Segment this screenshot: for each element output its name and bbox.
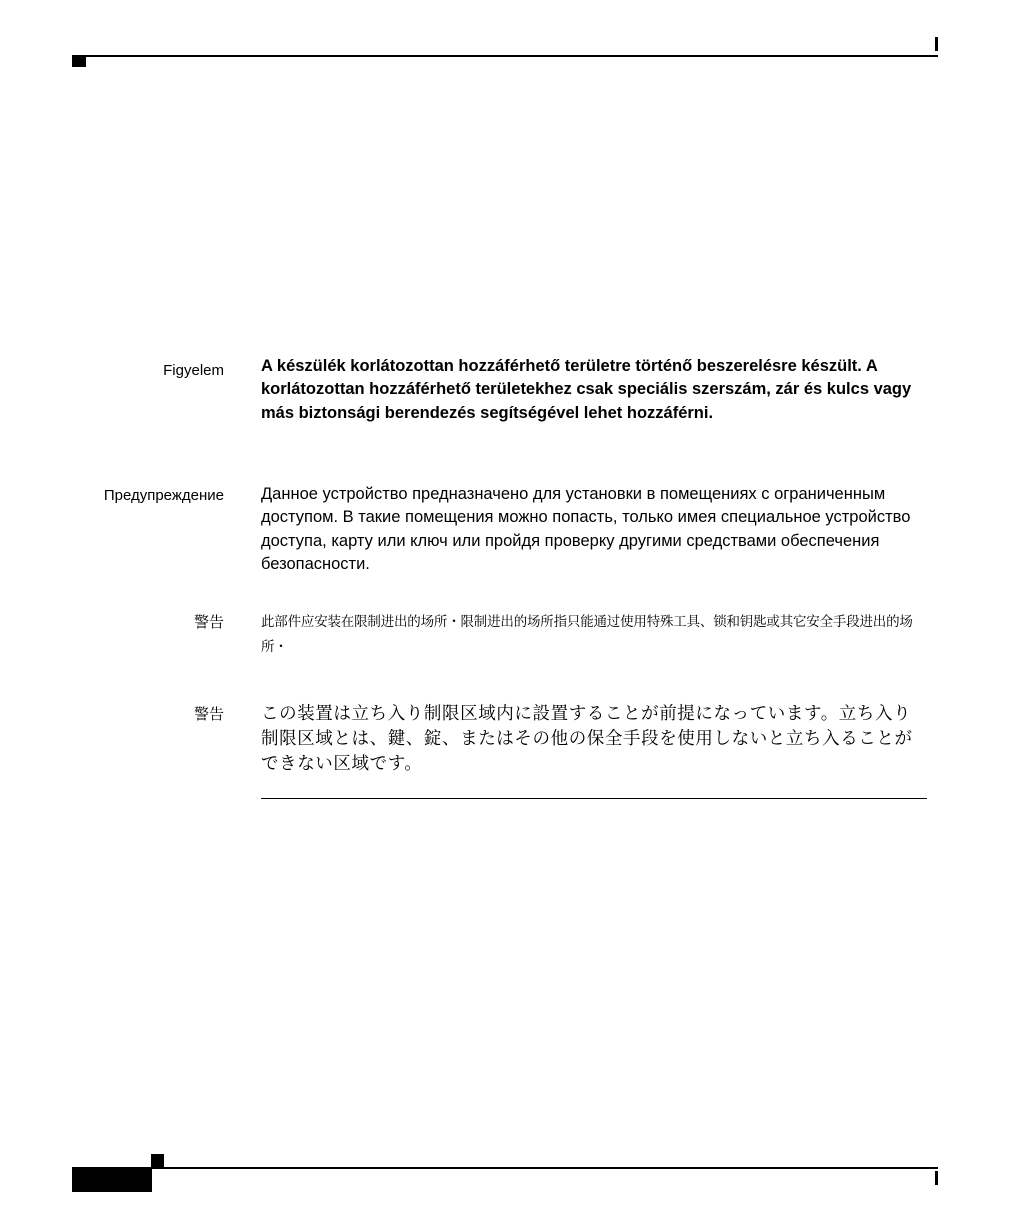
footer-tick-mark xyxy=(935,1171,938,1185)
warning-label: Figyelem xyxy=(163,362,224,379)
warning-label: Предупреждение xyxy=(103,487,224,504)
header-tick-mark xyxy=(935,37,938,51)
warning-label: 警告 xyxy=(193,705,224,723)
footer-page-tab xyxy=(72,1167,152,1192)
warning-text: Данное устройство предназначено для установки в помещениях с ограниченным доступом. В такие помещения можно попасть, только имея специальное устройство доступа, карту или ключ или пройдя проверку другими средствами обеспечения безопасности. xyxy=(261,485,911,573)
warning-text: A készülék korlátozottan hozzáférhető területre történő beszerelésre készült. A korlátozottan hozzáférhető területekhez csak speciális szerszám, zár és kulcs vagy más biztonsági berendezés segítségével lehet hozzáférni. xyxy=(261,357,912,422)
footer-rule xyxy=(72,1167,938,1169)
header-rule xyxy=(72,55,938,57)
header-square-marker xyxy=(72,55,86,67)
section-end-rule xyxy=(261,798,927,799)
footer-square-marker xyxy=(151,1154,164,1168)
warning-text: この装置は立ち入り制限区域内に設置することが前提になっています。立ち入り制限区域とは、鍵、錠、またはその他の保全手段を使用しないと立ち入ることができない区域です。 xyxy=(261,704,913,774)
warning-text: 此部件应安装在限制进出的场所・限制进出的场所指只能通过使用特殊工具、锁和钥匙或其它安全手段进出的场所・ xyxy=(261,614,913,655)
warning-label: 警告 xyxy=(193,613,224,631)
